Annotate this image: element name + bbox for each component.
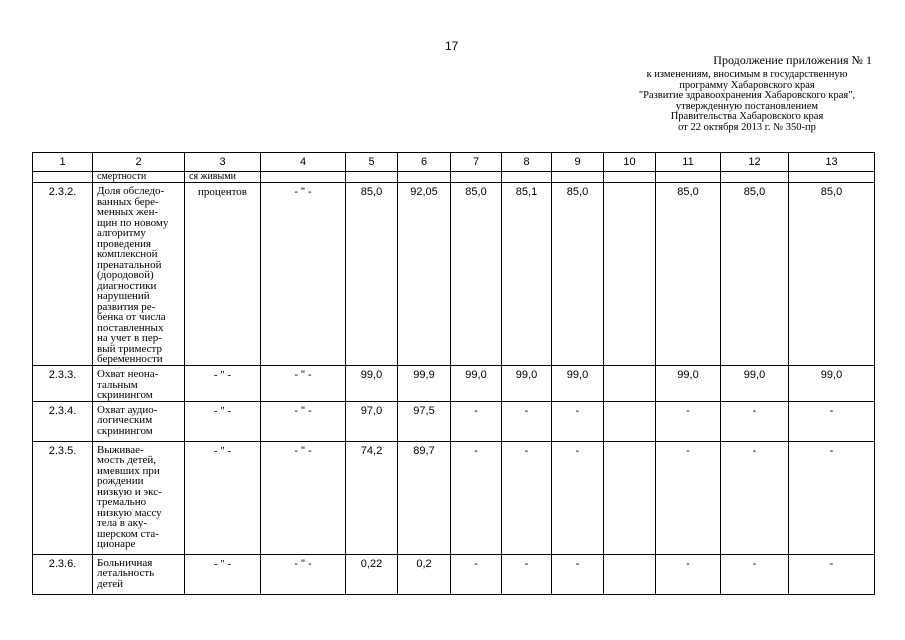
header-line: "Развитие здравоохранения Хабаровского края",	[638, 90, 856, 101]
value-cell	[604, 441, 656, 554]
value-cell: 85,0	[451, 183, 502, 366]
value-cell: -	[789, 554, 875, 594]
value-cell: 85,0	[552, 183, 604, 366]
unit-cell: - " -	[185, 441, 261, 554]
value-cell: 0,22	[346, 554, 398, 594]
column-header: 11	[656, 153, 721, 172]
indicator-name: Охват аудио- логическим скринингом	[93, 401, 185, 441]
value-cell: -	[721, 554, 789, 594]
value-cell: 74,2	[346, 441, 398, 554]
header-block	[597, 70, 897, 133]
value-cell: 85,0	[346, 183, 398, 366]
value-cell	[604, 183, 656, 366]
value-cell: 99,0	[502, 366, 552, 402]
row-number: 2.3.2.	[33, 183, 93, 366]
indicators-table	[32, 152, 875, 595]
column-header: 13	[789, 153, 875, 172]
column-header: 3	[185, 153, 261, 172]
column-header: 2	[93, 153, 185, 172]
value-cell: 97,0	[346, 401, 398, 441]
value-cell	[604, 401, 656, 441]
indicator-name: Больничная летальность детей	[93, 554, 185, 594]
row-number: 2.3.4.	[33, 401, 93, 441]
table-row	[33, 183, 875, 366]
table-cell: ся живыми	[185, 172, 261, 183]
value-cell: -	[721, 401, 789, 441]
value-cell: -	[502, 441, 552, 554]
value-cell: -	[451, 401, 502, 441]
value-cell: -	[789, 441, 875, 554]
value-cell: 85,0	[721, 183, 789, 366]
header-line: программу Хабаровского края	[679, 79, 815, 91]
value-cell: -	[656, 401, 721, 441]
value-cell: -	[451, 554, 502, 594]
value-cell: - " -	[261, 554, 346, 594]
indicator-name: Выживае- мость детей, имевших при рождении низкую и экс- тремально низкую массу тела в аку- шерском ста- ционаре	[93, 441, 185, 554]
value-cell: 99,0	[346, 366, 398, 402]
header-line: к изменениям, вносимым в государственную	[646, 69, 848, 80]
column-header: 9	[552, 153, 604, 172]
value-cell: -	[552, 401, 604, 441]
table-cell	[33, 172, 93, 183]
column-header: 12	[721, 153, 789, 172]
value-cell: 99,0	[789, 366, 875, 402]
value-cell: -	[502, 554, 552, 594]
value-cell: 0,2	[398, 554, 451, 594]
header-line: Продолжение приложения № 1	[713, 53, 872, 67]
value-cell: -	[502, 401, 552, 441]
table-cell	[604, 172, 656, 183]
table-cell	[346, 172, 398, 183]
table-row	[33, 401, 875, 441]
table-row	[33, 366, 875, 402]
value-cell	[604, 366, 656, 402]
table-cell	[721, 172, 789, 183]
value-cell: 89,7	[398, 441, 451, 554]
table-cell	[261, 172, 346, 183]
value-cell: 99,0	[721, 366, 789, 402]
column-header: 6	[398, 153, 451, 172]
unit-cell: - " -	[185, 401, 261, 441]
row-number: 2.3.6.	[33, 554, 93, 594]
column-header: 7	[451, 153, 502, 172]
value-cell: 99,0	[656, 366, 721, 402]
value-cell: 99,0	[451, 366, 502, 402]
column-header: 5	[346, 153, 398, 172]
column-header: 8	[502, 153, 552, 172]
unit-cell: процентов	[185, 183, 261, 366]
value-cell: -	[552, 554, 604, 594]
row-number: 2.3.3.	[33, 366, 93, 402]
table-cell	[789, 172, 875, 183]
column-header: 10	[604, 153, 656, 172]
value-cell: - " -	[261, 366, 346, 402]
row-number: 2.3.5.	[33, 441, 93, 554]
value-cell: 99,9	[398, 366, 451, 402]
value-cell: -	[721, 441, 789, 554]
value-cell: -	[656, 441, 721, 554]
value-cell: 97,5	[398, 401, 451, 441]
value-cell: - " -	[261, 441, 346, 554]
indicator-name: Охват неона- тальным скринингом	[93, 366, 185, 402]
value-cell: -	[552, 441, 604, 554]
indicator-name: Доля обследо- ванных бере- менных жен- щин по новому алгоритму проведения комплексной пренатальной (дородовой) диагностики нарушений развития ре- бенка от числа поставленных на учет в пер- вый триместр беременности	[93, 183, 185, 366]
value-cell: -	[451, 441, 502, 554]
value-cell: 85,0	[656, 183, 721, 366]
table-header-row	[33, 153, 875, 172]
column-header: 1	[33, 153, 93, 172]
header-line: Правительства Хабаровского края	[670, 111, 824, 122]
value-cell: 92,05	[398, 183, 451, 366]
value-cell: 99,0	[552, 366, 604, 402]
header-line: от 22 октября 2013 г. № 350-пр	[678, 121, 816, 133]
header-line: утвержденную постановлением	[675, 100, 819, 112]
appendix-header	[452, 54, 872, 133]
value-cell	[604, 554, 656, 594]
table-cell	[451, 172, 502, 183]
value-cell: -	[656, 554, 721, 594]
value-cell: -	[789, 401, 875, 441]
table-cell: смертности	[93, 172, 185, 183]
unit-cell: - " -	[185, 366, 261, 402]
unit-cell: - " -	[185, 554, 261, 594]
table-row	[33, 441, 875, 554]
table-row	[33, 554, 875, 594]
page-number: 17	[445, 39, 459, 53]
continuation-row	[33, 172, 875, 183]
value-cell: - " -	[261, 401, 346, 441]
value-cell: 85,1	[502, 183, 552, 366]
table-cell	[656, 172, 721, 183]
table-cell	[552, 172, 604, 183]
table-cell	[398, 172, 451, 183]
table-cell	[502, 172, 552, 183]
value-cell: - " -	[261, 183, 346, 366]
value-cell: 85,0	[789, 183, 875, 366]
column-header: 4	[261, 153, 346, 172]
